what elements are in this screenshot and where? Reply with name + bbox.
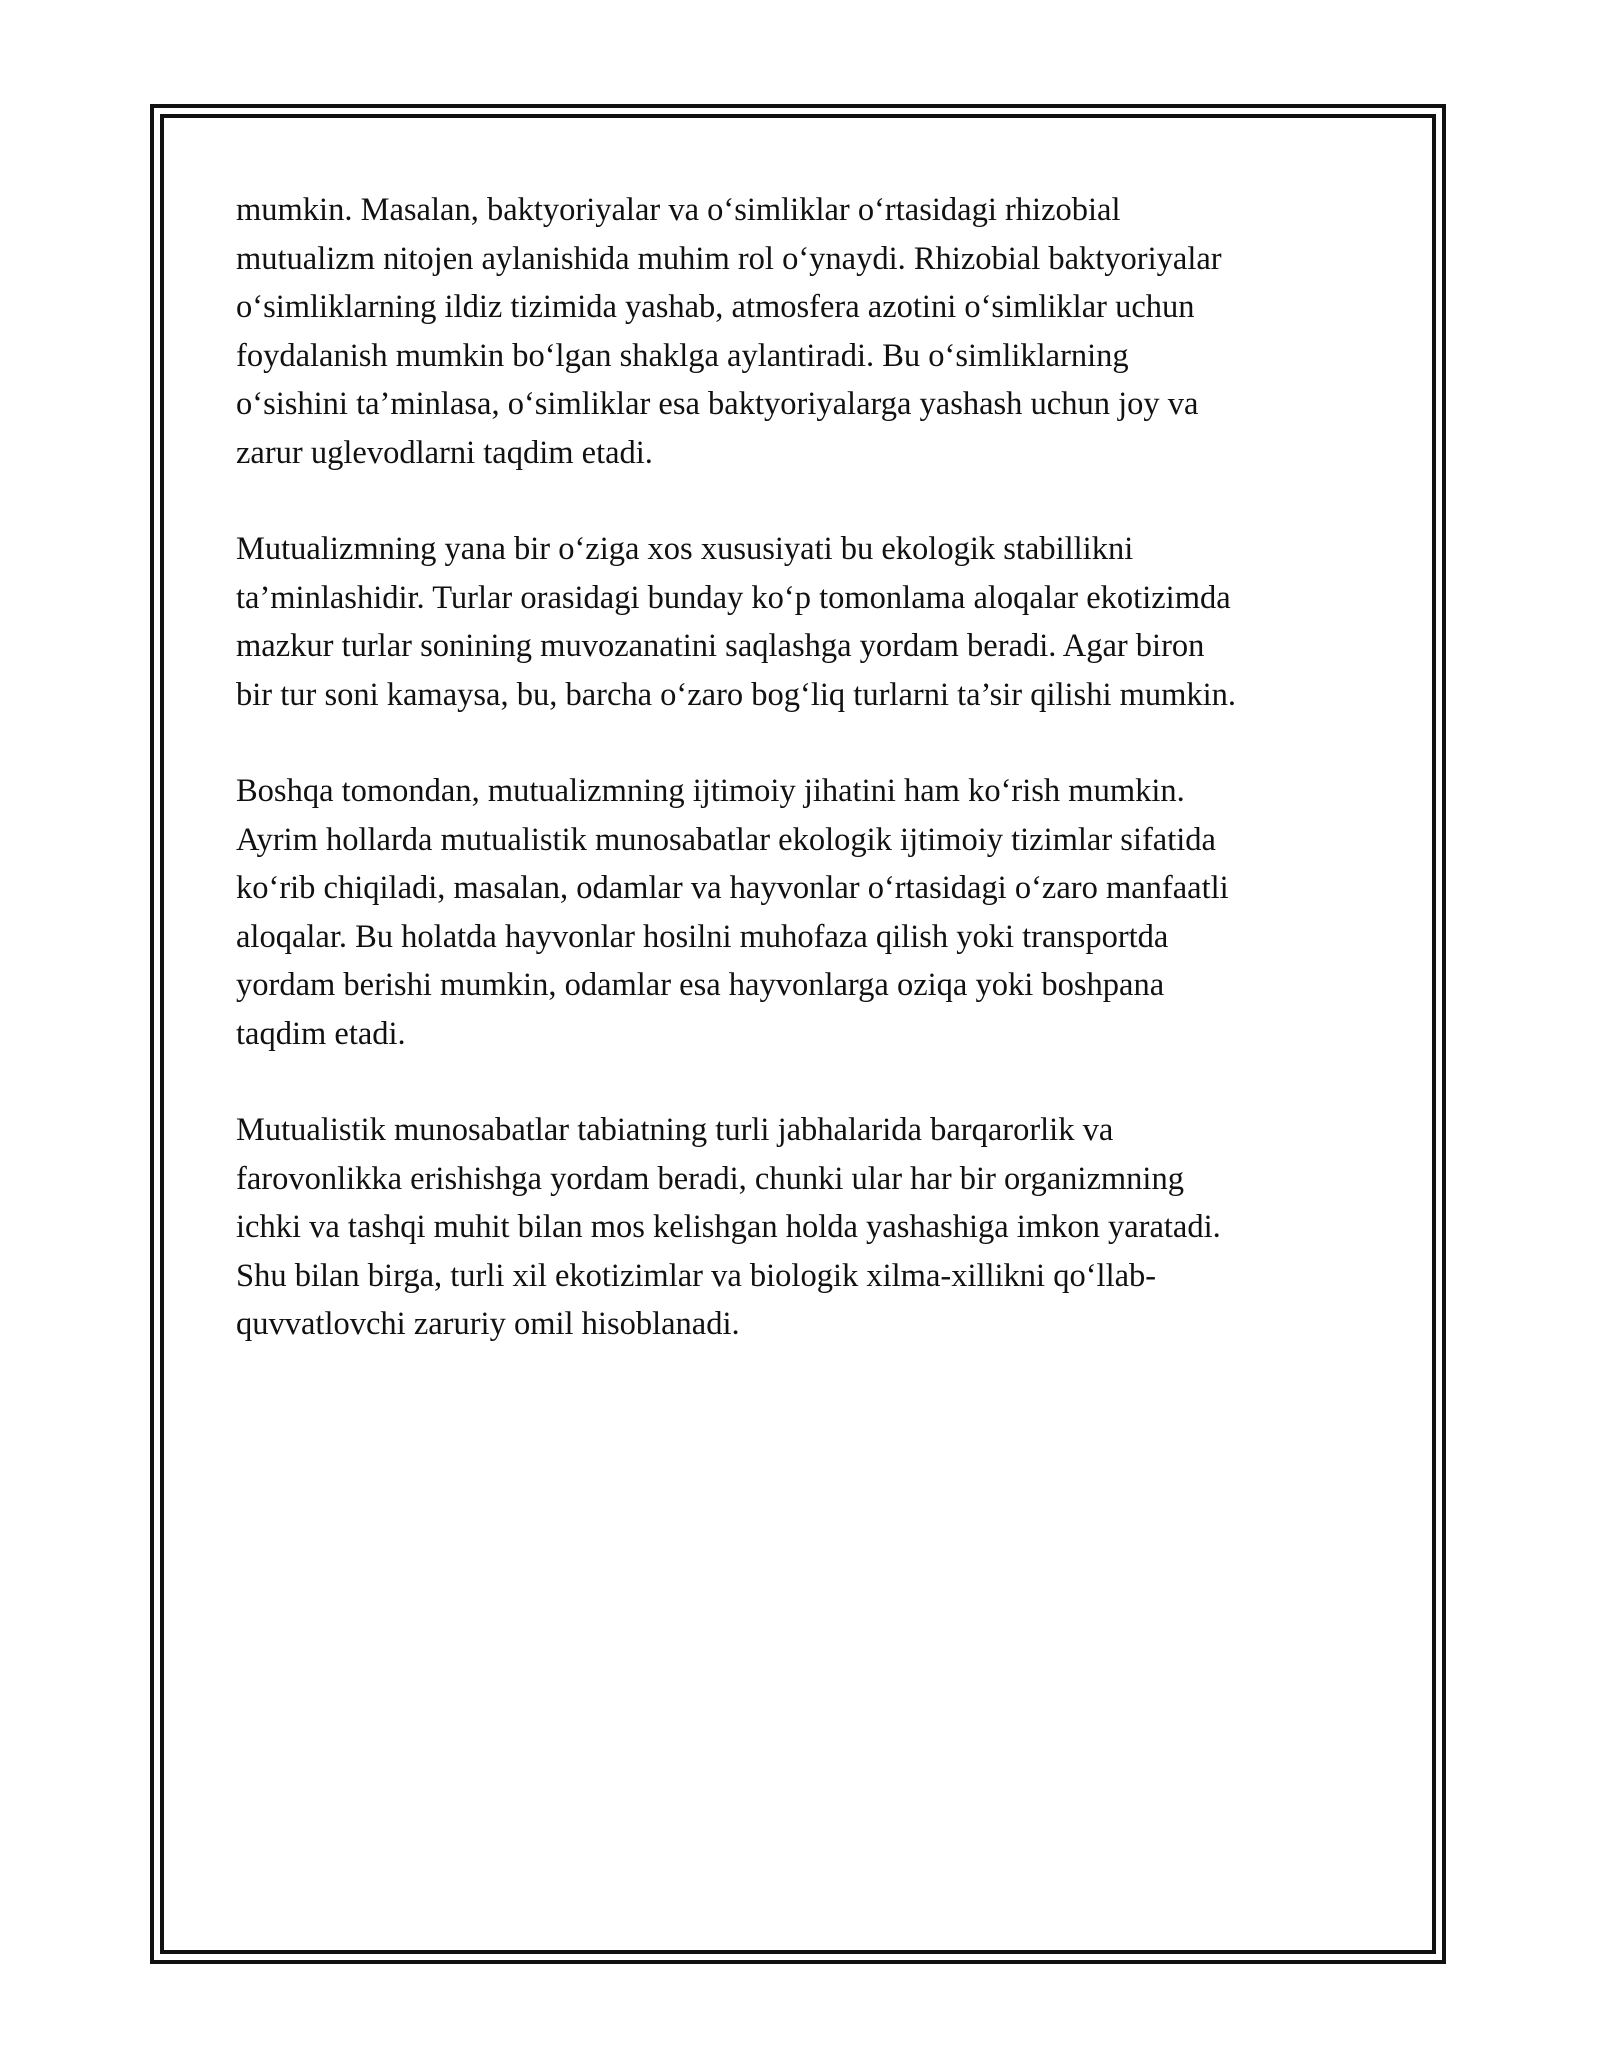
paragraph-2: Mutualizmning yana bir o‘ziga xos xususiyati bu ekologik stabillikni ta’minlashidir. Turlar orasidagi bunday ko‘p tomonlama aloqalar ekotizimda mazkur turlar sonining muvozanatini saqlashga yordam beradi. Agar biron bir tur soni kamaysa, bu, barcha o‘zaro bog‘liq turlarni ta’sir qilishi mumkin. xyxy=(236,531,1237,713)
paragraph-4: Mutualistik munosabatlar tabiatning turli jabhalarida barqarorlik va farovonlikka erishishga yordam beradi, chunki ular har bir organizmning ichki va tashqi muhit bilan mos kelishgan holda yashashiga imkon yaratadi. Shu bilan birga, turli xil ekotizimlar va biologik xilma-xillikni qo‘llab- quvvatlovchi zaruriy omil hisoblanadi. xyxy=(236,1112,1221,1342)
paragraph-1: mumkin. Masalan, baktyoriyalar va o‘simliklar o‘rtasidagi rhizobial mutualizm nitojen aylanishida muhim rol o‘ynaydi. Rhizobial baktyoriyalar o‘simliklarning ildiz tizimida yashab, atmosfera azotini o‘simliklar uchun foydalanish mumkin bo‘lgan shaklga aylantiradi. Bu o‘simliklarning o‘sishini ta’minlasa, o‘simliklar esa baktyoriyalarga yashash uchun joy va zarur uglevodlarni taqdim etadi. xyxy=(236,192,1222,471)
paragraph-3: Boshqa tomondan, mutualizmning ijtimoiy jihatini ham ko‘rish mumkin. Ayrim hollarda mutualistik munosabatlar ekologik ijtimoiy tizimlar sifatida ko‘rib chiqiladi, masalan, odamlar va hayvonlar o‘rtasidagi o‘zaro manfaatli aloqalar. Bu holatda hayvonlar hosilni muhofaza qilish yoki transportda yordam berishi mumkin, odamlar esa hayvonlarga oziqa yoki boshpana taqdim etadi. xyxy=(236,773,1229,1052)
document-body xyxy=(236,186,1376,1397)
